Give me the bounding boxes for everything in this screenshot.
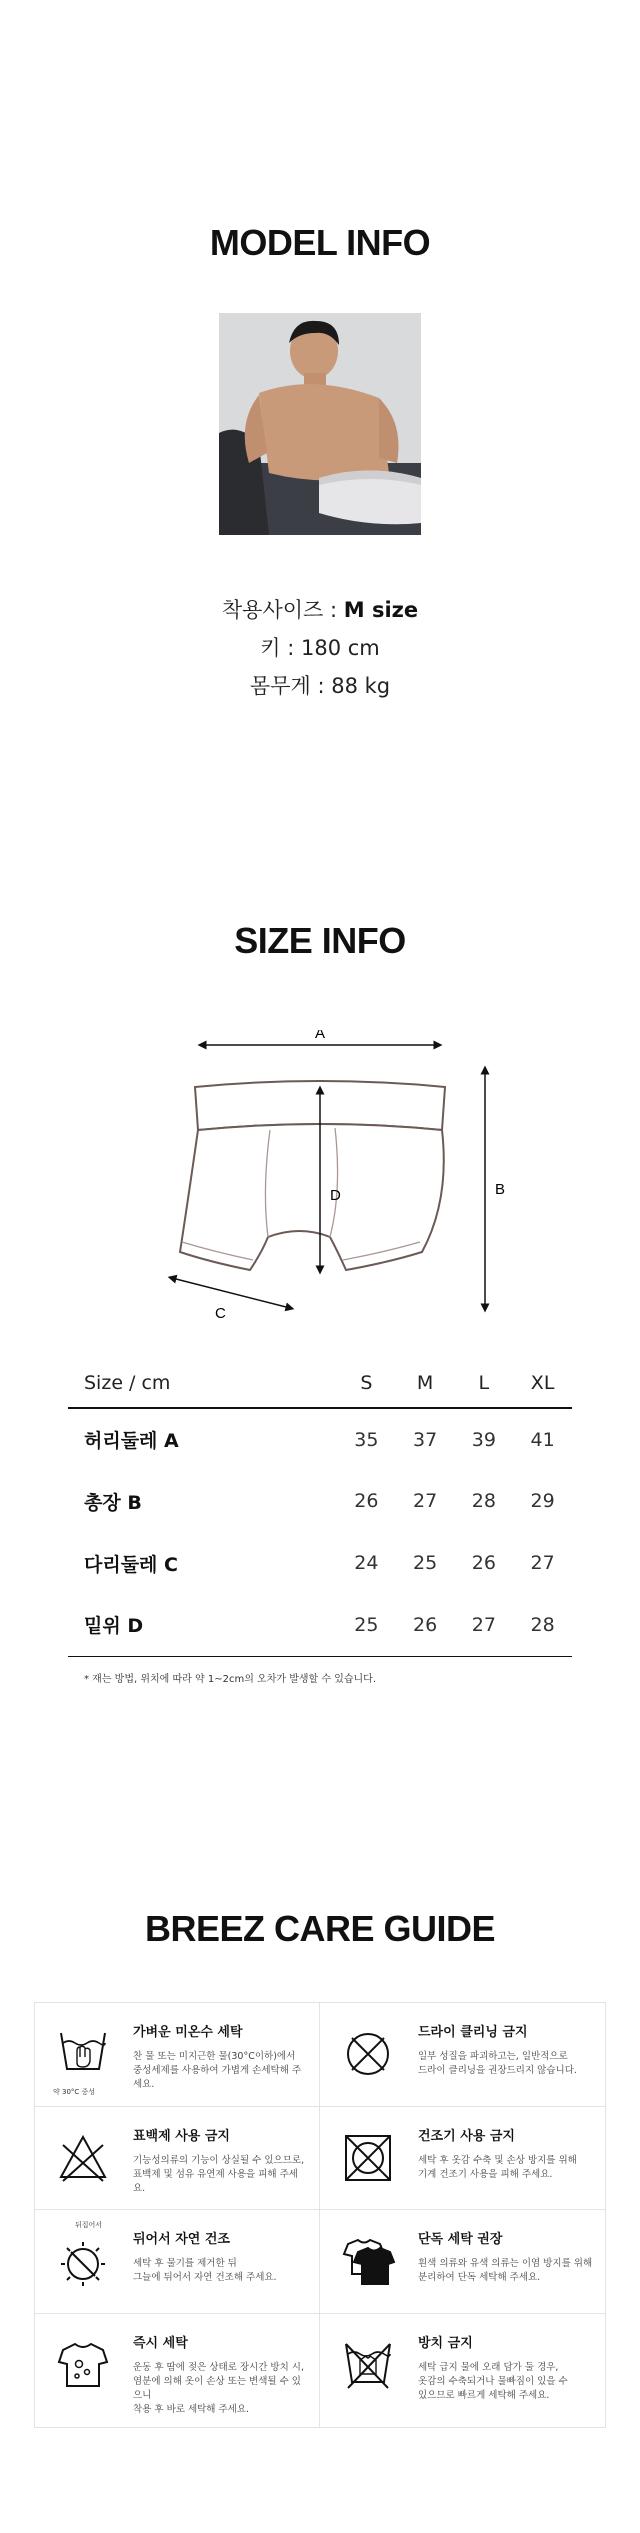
size-table-header: M — [396, 1358, 455, 1408]
size-table-header-row — [68, 1358, 572, 1408]
height-value: 180 cm — [300, 636, 380, 660]
care-desc: 세탁 후 물기를 제거한 뒤 그늘에 뒤어서 자연 건조해 주세요. — [133, 2258, 277, 2284]
size-table-header: XL — [513, 1358, 572, 1408]
care-title: 표백제 사용 금지 — [133, 2128, 230, 2144]
no-bleach-icon — [55, 2127, 111, 2189]
care-item-shade-dry — [35, 2210, 320, 2314]
care-title: 방치 금지 — [418, 2335, 473, 2351]
weight-value: 88 kg — [331, 674, 391, 698]
table-row — [68, 1470, 572, 1532]
care-desc: 흰색 의류와 유색 의류는 이염 방지를 위해 분리하여 단독 세탁해 주세요. — [418, 2258, 593, 2284]
table-cell: 26 — [396, 1594, 455, 1656]
model-photo-illustration — [219, 313, 421, 535]
wear-size-label: 착용사이즈 : — [221, 598, 338, 622]
care-title: 뒤어서 자연 건조 — [133, 2232, 230, 2248]
table-cell: 27 — [413, 1490, 438, 1512]
diagram-label-b: B — [495, 1181, 506, 1198]
table-cell: 26 — [471, 1552, 496, 1574]
weight-line — [0, 670, 640, 700]
table-cell: 25 — [337, 1594, 396, 1656]
table-cell: 28 — [471, 1490, 496, 1512]
stain-shirt-icon — [55, 2334, 111, 2396]
diagram-label-d: D — [330, 1187, 341, 1204]
care-guide-grid — [34, 2002, 606, 2428]
care-item-lukewarm-wash — [35, 2003, 320, 2107]
size-table — [68, 1358, 572, 1657]
size-table-header: L — [454, 1358, 513, 1408]
size-info-title: SIZE INFO — [234, 920, 406, 961]
table-cell: 28 — [513, 1594, 572, 1656]
care-desc: 일부 성질을 파괴하고는, 일반적으로 드라이 클리닝을 권장드리지 않습니다. — [418, 2051, 577, 2076]
separate-wash-icon — [340, 2230, 396, 2292]
size-note: * 재는 방법, 위치에 따라 약 1~2cm의 오차가 발생할 수 있습니다. — [84, 1674, 377, 1685]
table-row — [68, 1594, 572, 1656]
care-desc: 찬 물 또는 미지근한 물(30°C이하)에서 중성세제를 사용하여 가볍게 손세탁해 주세요. — [133, 2051, 302, 2090]
size-table-header: Size / cm — [68, 1358, 337, 1408]
no-tumble-dry-icon — [340, 2127, 396, 2189]
care-desc: 기능성의류의 기능이 상실될 수 있으므로, 표백제 및 섬유 유연제 사용을 피해 주세요. — [133, 2154, 305, 2194]
boxer-diagram — [150, 1030, 520, 1320]
row-label: 다리둘레 C — [84, 1553, 178, 1576]
care-title: 가벼운 미온수 세탁 — [133, 2025, 243, 2040]
table-cell: 29 — [530, 1490, 555, 1512]
wash-30-caption: 약 30°C 중성 — [53, 2088, 96, 2096]
model-photo — [219, 313, 421, 535]
weight-label: 몸무게 : — [249, 674, 325, 698]
table-cell: 27 — [530, 1552, 555, 1574]
care-desc: 운동 후 땀에 젖은 상태로 장시간 방치 시, 염분에 의해 옷이 손상 또는 변색될 수 있으니 착용 후 바로 세탁해 주세요. — [133, 2361, 304, 2415]
height-label: 키 : — [260, 636, 295, 660]
table-cell: 37 — [413, 1428, 438, 1451]
care-title: 즉시 세탁 — [133, 2335, 188, 2351]
table-cell: 39 — [471, 1428, 496, 1451]
table-cell: 26 — [354, 1490, 379, 1512]
care-item-wash-immediately — [35, 2314, 320, 2427]
care-item-no-leave-wet — [320, 2314, 605, 2427]
wash-30-icon — [55, 2023, 111, 2085]
row-label: 밑위 D — [68, 1594, 337, 1656]
table-cell: 41 — [530, 1428, 555, 1451]
table-row — [68, 1408, 572, 1470]
wear-size-line — [0, 594, 640, 624]
shade-dry-icon — [55, 2230, 111, 2292]
care-item-no-bleach — [35, 2107, 320, 2211]
table-cell: 27 — [454, 1594, 513, 1656]
care-title: 드라이 클리닝 금지 — [418, 2025, 528, 2040]
model-info-title: MODEL INFO — [209, 222, 431, 263]
table-cell: 35 — [354, 1428, 379, 1451]
row-label: 허리둘레 A — [84, 1430, 179, 1452]
table-cell: 24 — [354, 1552, 379, 1574]
diagram-label-c: C — [215, 1305, 226, 1320]
no-dry-clean-icon — [340, 2023, 396, 2085]
care-item-separate-wash — [320, 2210, 605, 2314]
care-title: 단독 세탁 권장 — [418, 2232, 503, 2248]
care-desc: 세탁 후 옷감 수축 및 손상 방지를 위해 기계 건조기 사용을 피해 주세요. — [418, 2154, 577, 2180]
shade-dry-caption: 뒤집어서 — [75, 2221, 103, 2230]
height-line — [0, 632, 640, 662]
diagram-label-a: A — [314, 1030, 326, 1042]
table-cell: 25 — [413, 1552, 438, 1574]
size-diagram — [150, 1030, 520, 1320]
wear-size-value: M size — [343, 598, 419, 622]
size-table-header: S — [337, 1358, 396, 1408]
care-item-no-tumble-dry — [320, 2107, 605, 2211]
no-leave-wet-icon — [340, 2334, 396, 2396]
care-title: 건조기 사용 금지 — [418, 2128, 515, 2144]
care-item-no-dry-clean — [320, 2003, 605, 2107]
care-guide-title: BREEZ CARE GUIDE — [144, 1908, 496, 1949]
row-label: 총장 B — [84, 1491, 142, 1514]
table-row — [68, 1532, 572, 1594]
care-desc: 세탁 급지 물에 오래 담가 둘 경우, 옷감의 수축되거나 물빠짐이 있을 수 있으므로 빠르게 세탁해 주세요. — [418, 2361, 568, 2401]
